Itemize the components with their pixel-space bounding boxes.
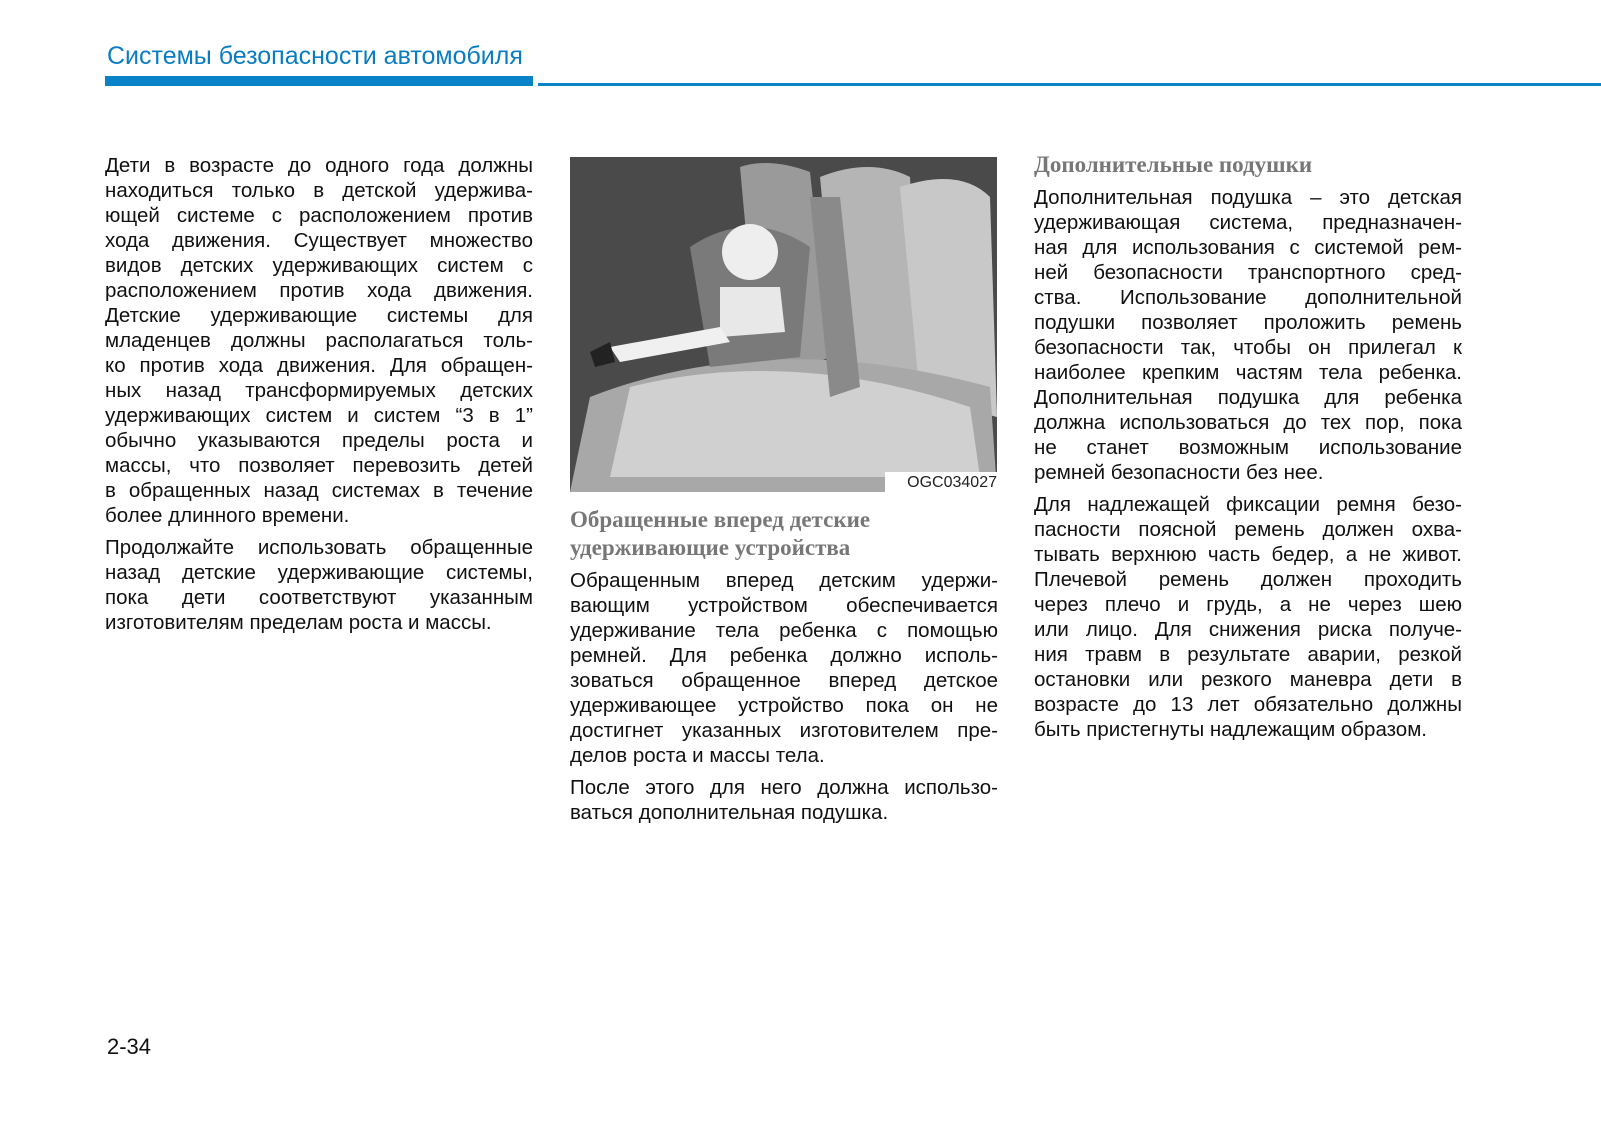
middle-column xyxy=(570,506,998,832)
paragraph xyxy=(570,775,998,825)
section-heading-forward-facing xyxy=(570,506,998,562)
text-line: Дополнительная подушка для ребенка xyxy=(1034,386,1462,409)
header-bar xyxy=(105,76,533,86)
text-line: быть пристегнуты надлежащим образом. xyxy=(1034,718,1427,741)
paragraph xyxy=(1034,492,1462,742)
text-line: назад детские удерживающие системы, xyxy=(105,561,533,584)
text-line: хода движения. Существует множество xyxy=(105,229,533,252)
text-line: Продолжайте использовать обращенные xyxy=(105,536,533,559)
section-heading-booster xyxy=(1034,151,1462,179)
text-line: ко против хода движения. Для обращен- xyxy=(105,354,533,377)
text-line: ства. Использование дополнительной xyxy=(1034,286,1462,309)
text-line: Обращенным вперед детским удержи- xyxy=(570,569,998,592)
text-line: ремней безопасности без нее. xyxy=(1034,461,1324,484)
text-line: зоваться обращенное вперед детское xyxy=(570,669,998,692)
text-line: в обращенных назад системах в течение xyxy=(105,479,533,502)
text-line: не станет возможным использование xyxy=(1034,436,1462,459)
text-line: ющей системе с расположением против xyxy=(105,204,533,227)
text-line: удерживание тела ребенка с помощью xyxy=(570,619,998,642)
text-line: пока дети соответствуют указанным xyxy=(105,586,533,609)
text-line: ная для использования с системой рем- xyxy=(1034,236,1462,259)
text-line: ремней. Для ребенка должно исполь- xyxy=(570,644,998,667)
text-line: ния травм в результате аварии, резкой xyxy=(1034,643,1462,666)
middle-paragraphs xyxy=(570,568,998,825)
text-line: массы, что позволяет перевозить детей xyxy=(105,454,533,477)
text-line: остановки или резкого маневра дети в xyxy=(1034,668,1462,691)
text-line: удерживающих систем и систем “3 в 1” xyxy=(105,404,533,427)
text-line: Детские удерживающие системы для xyxy=(105,304,533,327)
text-line: подушки позволяет проложить ремень xyxy=(1034,311,1462,334)
figure-code: OGC034027 xyxy=(885,472,997,492)
page-number: 2-34 xyxy=(107,1034,152,1059)
left-column xyxy=(105,153,533,642)
text-line: После этого для него должна использо- xyxy=(570,776,998,799)
paragraph xyxy=(1034,185,1462,485)
text-line: Для надлежащей фиксации ремня безо- xyxy=(1034,493,1462,516)
text-line: ных назад трансформируемых детских xyxy=(105,379,533,402)
text-line: или лицо. Для снижения риска получе- xyxy=(1034,618,1462,641)
heading-line: Обращенные вперед детские xyxy=(570,507,871,532)
text-line: Дополнительная подушка – это детская xyxy=(1034,186,1462,209)
text-line: удерживающее устройство пока он не xyxy=(570,694,998,717)
heading-line: удерживающие устройства xyxy=(570,535,851,560)
text-line: удерживающая система, предназначен- xyxy=(1034,211,1462,234)
rear-seat-image xyxy=(570,157,997,492)
text-line: вающим устройством обеспечивается xyxy=(570,594,998,617)
text-line: безопасности так, чтобы он прилегал к xyxy=(1034,336,1462,359)
text-line: обычно указываются пределы роста и xyxy=(105,429,533,452)
heading-line: Дополнительные подушки xyxy=(1034,152,1313,177)
text-line: возрасте до 13 лет обязательно должны xyxy=(1034,693,1462,716)
text-line: изготовителям пределам роста и массы. xyxy=(105,611,492,634)
left-paragraphs xyxy=(105,153,533,635)
right-column xyxy=(1034,151,1462,749)
text-line: Дети в возрасте до одного года должны xyxy=(105,154,533,177)
text-line: младенцев должны располагаться толь- xyxy=(105,329,533,352)
paragraph xyxy=(570,568,998,768)
text-line: находиться только в детской удержива- xyxy=(105,179,533,202)
text-line: видов детских удерживающих систем с xyxy=(105,254,533,277)
paragraph xyxy=(105,535,533,635)
text-line: должна использоваться до тех пор, пока xyxy=(1034,411,1462,434)
text-line: ваться дополнительная подушка. xyxy=(570,801,889,824)
section-title: Системы безопасности автомобиля xyxy=(107,42,523,70)
right-paragraphs xyxy=(1034,185,1462,742)
text-line: расположением против хода движения. xyxy=(105,279,533,302)
text-line: делов роста и массы тела. xyxy=(570,744,825,767)
paragraph xyxy=(105,153,533,528)
text-line: более длинного времени. xyxy=(105,504,350,527)
text-line: ней безопасности транспортного сред- xyxy=(1034,261,1462,284)
text-line: достигнет указанных изготовителем пре- xyxy=(570,719,998,742)
text-line: через плечо и грудь, а не через шею xyxy=(1034,593,1462,616)
text-line: тывать верхнюю часть бедер, а не живот. xyxy=(1034,543,1462,566)
header-rule xyxy=(538,83,1601,86)
child-seat-illustration xyxy=(570,157,997,492)
text-line: Плечевой ремень должен проходить xyxy=(1034,568,1462,591)
text-line: пасности поясной ремень должен охва- xyxy=(1034,518,1462,541)
text-line: наиболее крепким частям тела ребенка. xyxy=(1034,361,1462,384)
